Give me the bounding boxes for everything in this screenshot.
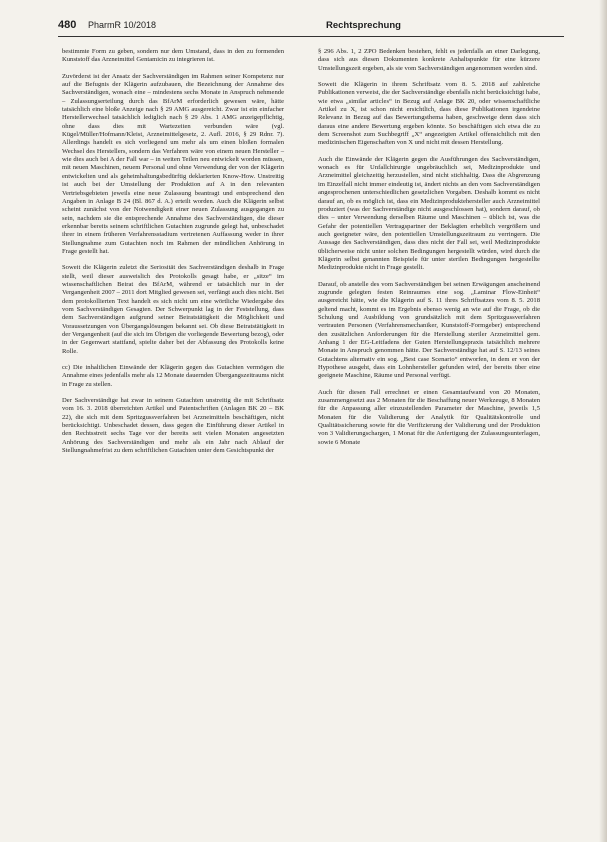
section-title: Rechtsprechung	[326, 20, 401, 31]
journal-citation: PharmR 10/2018	[88, 20, 157, 30]
scan-shadow	[599, 0, 607, 842]
paragraph: cc) Die inhaltlichen Einwände der Klägerin gegen das Gutachten vermögen die Annahme eines jedenfalls mehr als 12 Monate dauernden Übergangszeitraums nicht in Frage zu stellen.	[62, 364, 284, 388]
paragraph: bestimmte Form zu geben, sondern nur dem Umstand, dass in den zu formenden Kunststoff das Arzneimittel Gentamicin zu integrieren ist.	[62, 48, 284, 64]
header-rule	[58, 36, 564, 37]
paragraph: Soweit die Klägerin in ihrem Schriftsatz vom 8. 5. 2018 auf zahlreiche Publikationen verweist, die der Sachverständige ebenfalls nicht berücksichtigt habe, wie etwa „similar articles“ in Bezug auf Anlage BK 20, oder wissenschaftliche Artikel zu X, ist schon nicht ersichtlich, dass diese Publikationen irgendeine Relevanz in Bezug auf das Bewertungsthema haben, geschweige denn dass sich daraus eine andere Bewertung ergeben könnte. So beschäftigen sich etwa die zu dem Screenshot zum Suchbegriff „X“ angezeigten Artikel offensichtlich mit den medizinischen Eigenschaften von X und nicht mit dessen Herstellung.	[318, 81, 540, 147]
paragraph: Auch die Einwände der Klägerin gegen die Ausführungen des Sachverständigen, wonach es für Unfallchirurgie ungebräuchlich sei, Medizinprodukte und Arzneimittel gleichzeitig herzustellen, sind nicht stichhaltig. Dass die Abgrenzung im Einzelfall nicht immer eindeutig ist, ändert nichts an den vom Sachverständigen angesprochenen unterschiedlichen gesetzlichen Vorgaben. Deshalb kommt es nicht darauf an, ob es möglich ist, dass ein Medizinproduktehersteller auch Arzneimittel produziert (was der Sachverständige nicht ausgeschlossen hat), sondern darauf, ob dies – unter Verwendung derselben Räume und Maschinen – üblich ist, was die Gefahr der potentiellen Vertragspartner der Beklagten erheblich vergrößern und auch geeigneter wäre, den potentiellen Umstellungszeitraum zu verringern. Die Aussage des Sachverständigen, dass dies nicht der Fall sei, weil Medizinprodukte üblicherweise nicht unter solchen Bedingungen hergestellt würden, wird durch die Klägerin selbst genannten Beispiele für unter sterilen Bedingungen hergestellte Medizinprodukte nicht in Frage gestellt.	[318, 155, 540, 272]
page-number: 480	[58, 19, 77, 31]
paragraph: Darauf, ob anstelle des vom Sachverständigen bei seinen Erwägungen anscheinend zugrunde gelegten festen Reinraumes eine sog. „Laminar Flow-Einheit“ ausgereicht hätte, wie die Klägerin auf S. 11 ihres Schriftsatzes vom 8. 5. 2018 geltend macht, kommt es im Ergebnis ebenso wenig an wie auf die Frage, ob die Schulung und Ausbildung von grundsätzlich mit dem Spritzgussverfahren vertrauten Personen (Verfahrensmechaniker, Kunststoff-Formgeber) entsprechend den zusätzlichen Anforderungen für die Herstellung steriler Arzneimittel gem. Anhang 1 der EG-Leitfadens der Guten Herstellungspraxis tatsächlich mehrere Monate in Anspruch genommen hätte. Der Sachverständige hat auf S. 12/13 seines Gutachtens alternativ ein sog. „Best case Scenario“ entworfen, in dem er von der Hypothese ausgeht, dass ein Lohnhersteller gefunden wird, der bereits über eine geeignete Maschine, Räume und Personal verfügt.	[318, 280, 540, 380]
running-header	[58, 18, 558, 38]
paragraph: Zuvörderst ist der Ansatz der Sachverständigen im Rahmen seiner Kompetenz nur auf die Befugnis der Klägerin aufzubauen, die Bezeichnung der Annahme des Sachverständigen, wonach eine – mindestens sechs Monate in Anspruch nehmende – Zulassungserteilung durch das BfArM erforderlich gewesen wäre, hätte tatsächlich eine bloße Anzeige nach § 29 AMG ausgereicht. Zwar ist ein einfacher Herstellerwechsel tatsächlich lediglich nach § 29 Abs. 1 AMG anzeigepflichtig, ohne dass dies mit Wartezeiten verbunden wäre (vgl. Kügel/Müller/Hofmann/Kleist, Arzneimittelgesetz, 2. Aufl. 2016, § 29 Rdnr. 7). Allerdings handelt es sich vorliegend um mehr als um einen bloßen formalen Wechsel des Herstellers, sondern das Verfahren wäre von einem neuen Hersteller – wie dies auch bei A der Fall war – in weiten Teilen neu entwickelt worden müssen, mit neuen Maschinen, neuem Personal und ohne Verwendung der von der Klägerin entwickelten und als geheimhaltungsbedürftig deklarierten Know-How. Unstreitig ist auch bei der Umstellung der Produktion auf A in den relevanten Vertriebsgebieten jeweils eine neue Zulassung beantragt und entsprechend den Angaben in Anlage B 24 (Bl. 867 d. A.) erteilt worden. Auch die Klägerin selbst scheint zunächst von der Notwendigkeit einer neuen Zulassung ausgegangen zu sein, nachdem sie die entsprechende Annahme des Sachverständigen, die dieser erkennbar bereits seinem schriftlichen Gutachten zugrunde gelegt hat, unbeschadet ihrer in einem früheren Verfahrensstadium vertretenen Auffassung weder in ihrer Stellungnahme zum Gutachten noch im Rahmen der mündlichen Anhörung in Frage gestellt hat.	[62, 72, 284, 255]
paragraph: § 296 Abs. 1, 2 ZPO Bedenken bestehen, fehlt es jedenfalls an einer Darlegung, dass sich aus diesen Dokumenten konkrete Anhaltspunkte für eine kürzere Umstellungszeit ergeben, als sie vom Sachverständigen angenommen worden sind.	[318, 48, 540, 72]
paragraph: Soweit die Klägerin zuletzt die Seriosität des Sachverständigen deshalb in Frage stellt, weil dieser ausweislich des Protokolls gesagt habe, er „sitze“ im wissenschaftlichen Beirat des BfArM, während er tatsächlich nur in der Vergangenheit 2007 – 2011 dort Mitglied gewesen sei, verfängt auch dies nicht. Bei dem protokollierten Text handelt es sich nicht um eine wörtliche Wiedergabe des vom Sachverständigen Gesagten. Der Schwerpunkt lag in der Feststellung, dass dem Sachverständigen aufgrund seiner Beiratstätigkeit die Möglichkeit und Voraussetzungen von Übergangslösungen bekannt sei. Ob diese Beiratstätigkeit in der Vergangenheit (auf die sich im Übrigen die vorliegende Bewertung bezog), oder in der Gegenwart stattfand, spielte daher bei der Abfassung des Protokolls keine Rolle.	[62, 264, 284, 355]
paragraph: Auch für diesen Fall errechnet er einen Gesamtaufwand von 20 Monaten, zusammengesetzt aus 2 Monaten für die Beschaffung neuer Werkzeuge, 8 Monaten für die Anpassung aller einzustellenden Parameter der Maschine, jeweils 1,5 Monaten für die Validierung der Analytik für Qualitätskontrolle und Qualitätssicherung sowie für die Verifizierung der Validierung und der Produktion von 3 Validierungschargen, 1 Monat für die Anfertigung der Zulassungsunterlagen, sowie 6 Monate	[318, 388, 540, 446]
paragraph: Der Sachverständige hat zwar in seinem Gutachten unstreitig die mit Schriftsatz vom 16. 3. 2018 überreichten Artikel und Patentschriften (Anlagen BK 20 – BK 22), die sich mit dem Spritzgussverfahren bei Arzneimitteln beschäftigen, nicht berücksichtigt. Unbeschadet dessen, dass gegen die Einführung dieser Artikel in den Rechtsstreit sechs Tage vor der bereits seit vielen Monaten angesetzten Anhörung des Sachverständigen und mehr als ein Jahr nach Ablauf der Stellungnahmefrist zu dem schriftlichen Gutachten unter dem Gesichtspunkt der	[62, 397, 284, 455]
left-column	[62, 48, 284, 463]
right-column	[318, 48, 540, 455]
